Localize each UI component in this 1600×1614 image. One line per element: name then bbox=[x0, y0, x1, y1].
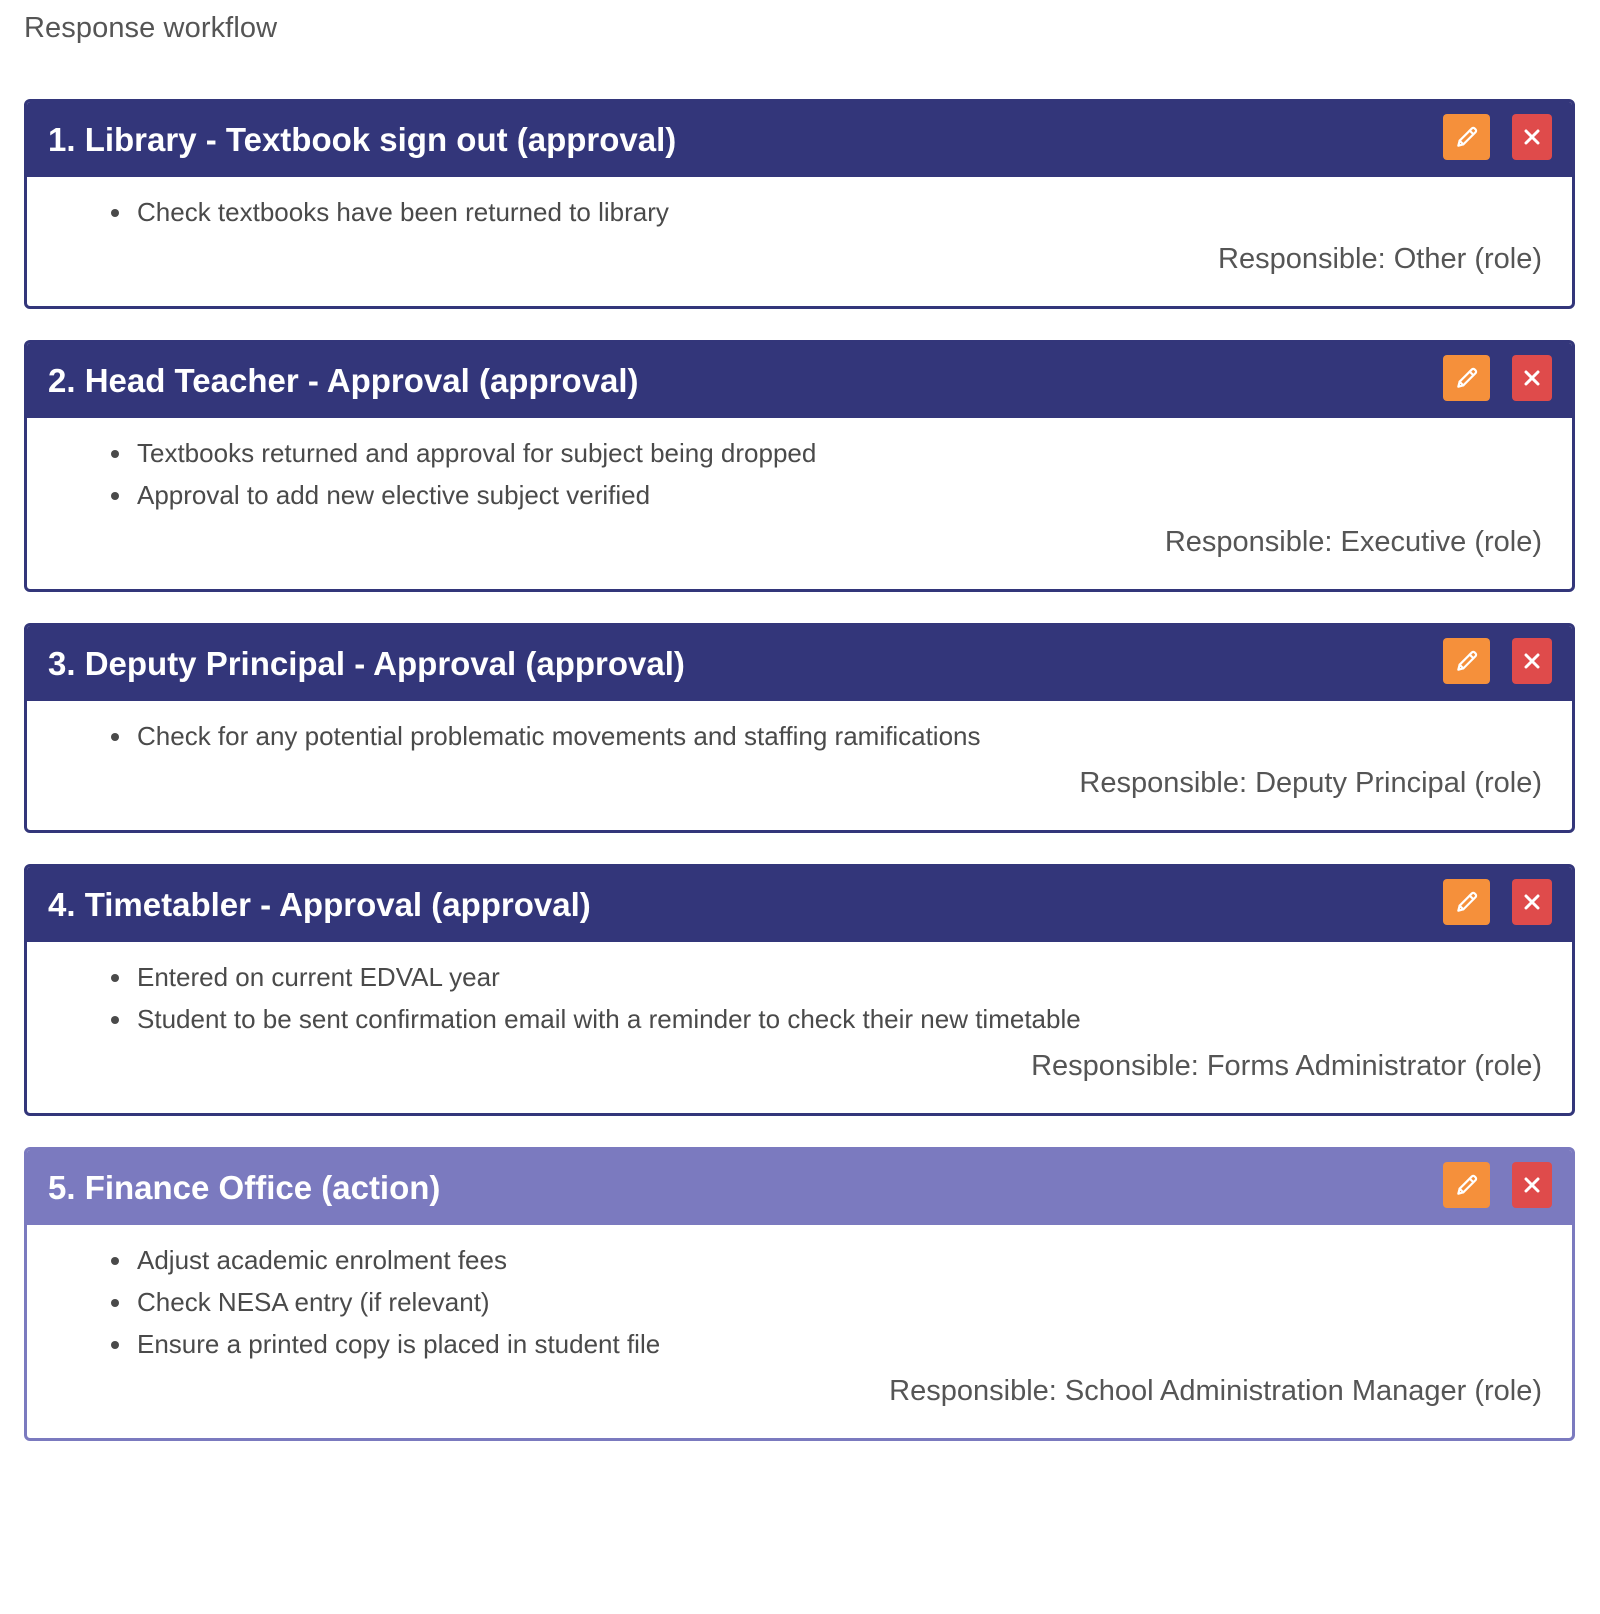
pencil-icon bbox=[1454, 889, 1480, 915]
pencil-icon bbox=[1454, 648, 1480, 674]
close-icon bbox=[1523, 1176, 1541, 1194]
step-title: 4. Timetabler - Approval (approval) bbox=[48, 886, 591, 923]
edit-step-button[interactable] bbox=[1443, 114, 1490, 160]
pencil-icon bbox=[1454, 1172, 1480, 1198]
task-item: Ensure a printed copy is placed in student file bbox=[137, 1323, 1542, 1365]
delete-step-button[interactable] bbox=[1512, 638, 1552, 684]
delete-step-button[interactable] bbox=[1512, 879, 1552, 925]
step-title: 3. Deputy Principal - Approval (approval) bbox=[48, 645, 685, 682]
task-list bbox=[137, 191, 1542, 233]
workflow-step-card bbox=[24, 1147, 1575, 1441]
delete-step-button[interactable] bbox=[1512, 1162, 1552, 1208]
pencil-icon bbox=[1454, 365, 1480, 391]
close-icon bbox=[1523, 893, 1541, 911]
task-item: Adjust academic enrolment fees bbox=[137, 1239, 1542, 1281]
step-title: 5. Finance Office (action) bbox=[48, 1169, 441, 1206]
close-icon bbox=[1523, 128, 1541, 146]
edit-step-button[interactable] bbox=[1443, 355, 1490, 401]
step-body bbox=[27, 942, 1572, 1113]
task-item: Student to be sent confirmation email with a reminder to check their new timetable bbox=[137, 998, 1542, 1040]
responsible-label: Responsible: Executive (role) bbox=[1164, 526, 1542, 558]
responsible-label: Responsible: Forms Administrator (role) bbox=[1031, 1050, 1542, 1082]
delete-step-button[interactable] bbox=[1512, 355, 1552, 401]
step-title: 1. Library - Textbook sign out (approval) bbox=[48, 121, 677, 158]
delete-step-button[interactable] bbox=[1512, 114, 1552, 160]
workflow-step-card bbox=[24, 623, 1575, 833]
edit-step-button[interactable] bbox=[1443, 879, 1490, 925]
step-header bbox=[27, 343, 1572, 418]
edit-step-button[interactable] bbox=[1443, 1162, 1490, 1208]
workflow-step-card bbox=[24, 99, 1575, 309]
workflow-steps bbox=[24, 99, 1575, 1472]
step-title: 2. Head Teacher - Approval (approval) bbox=[48, 362, 639, 399]
step-header bbox=[27, 626, 1572, 701]
step-header bbox=[27, 867, 1572, 942]
step-body bbox=[27, 701, 1572, 830]
pencil-icon bbox=[1454, 124, 1480, 150]
step-header bbox=[27, 1150, 1572, 1225]
task-item: Textbooks returned and approval for subject being dropped bbox=[137, 432, 1542, 474]
task-item: Approval to add new elective subject verified bbox=[137, 474, 1542, 516]
task-list bbox=[137, 956, 1542, 1040]
task-item: Check for any potential problematic movements and staffing ramifications bbox=[137, 715, 1542, 757]
step-body bbox=[27, 418, 1572, 589]
step-body bbox=[27, 1225, 1572, 1438]
step-header bbox=[27, 102, 1572, 177]
responsible-label: Responsible: Deputy Principal (role) bbox=[1079, 767, 1542, 799]
task-item: Check NESA entry (if relevant) bbox=[137, 1281, 1542, 1323]
responsible-label: Responsible: Other (role) bbox=[1218, 243, 1542, 275]
edit-step-button[interactable] bbox=[1443, 638, 1490, 684]
step-body bbox=[27, 177, 1572, 306]
workflow-step-card bbox=[24, 864, 1575, 1116]
task-item: Entered on current EDVAL year bbox=[137, 956, 1542, 998]
task-list bbox=[137, 1239, 1542, 1365]
task-list bbox=[137, 715, 1542, 757]
close-icon bbox=[1523, 369, 1541, 387]
close-icon bbox=[1523, 652, 1541, 670]
task-item: Check textbooks have been returned to library bbox=[137, 191, 1542, 233]
workflow-step-card bbox=[24, 340, 1575, 592]
responsible-label: Responsible: School Administration Manager (role) bbox=[889, 1375, 1542, 1407]
page-title: Response workflow bbox=[24, 12, 278, 44]
task-list bbox=[137, 432, 1542, 516]
